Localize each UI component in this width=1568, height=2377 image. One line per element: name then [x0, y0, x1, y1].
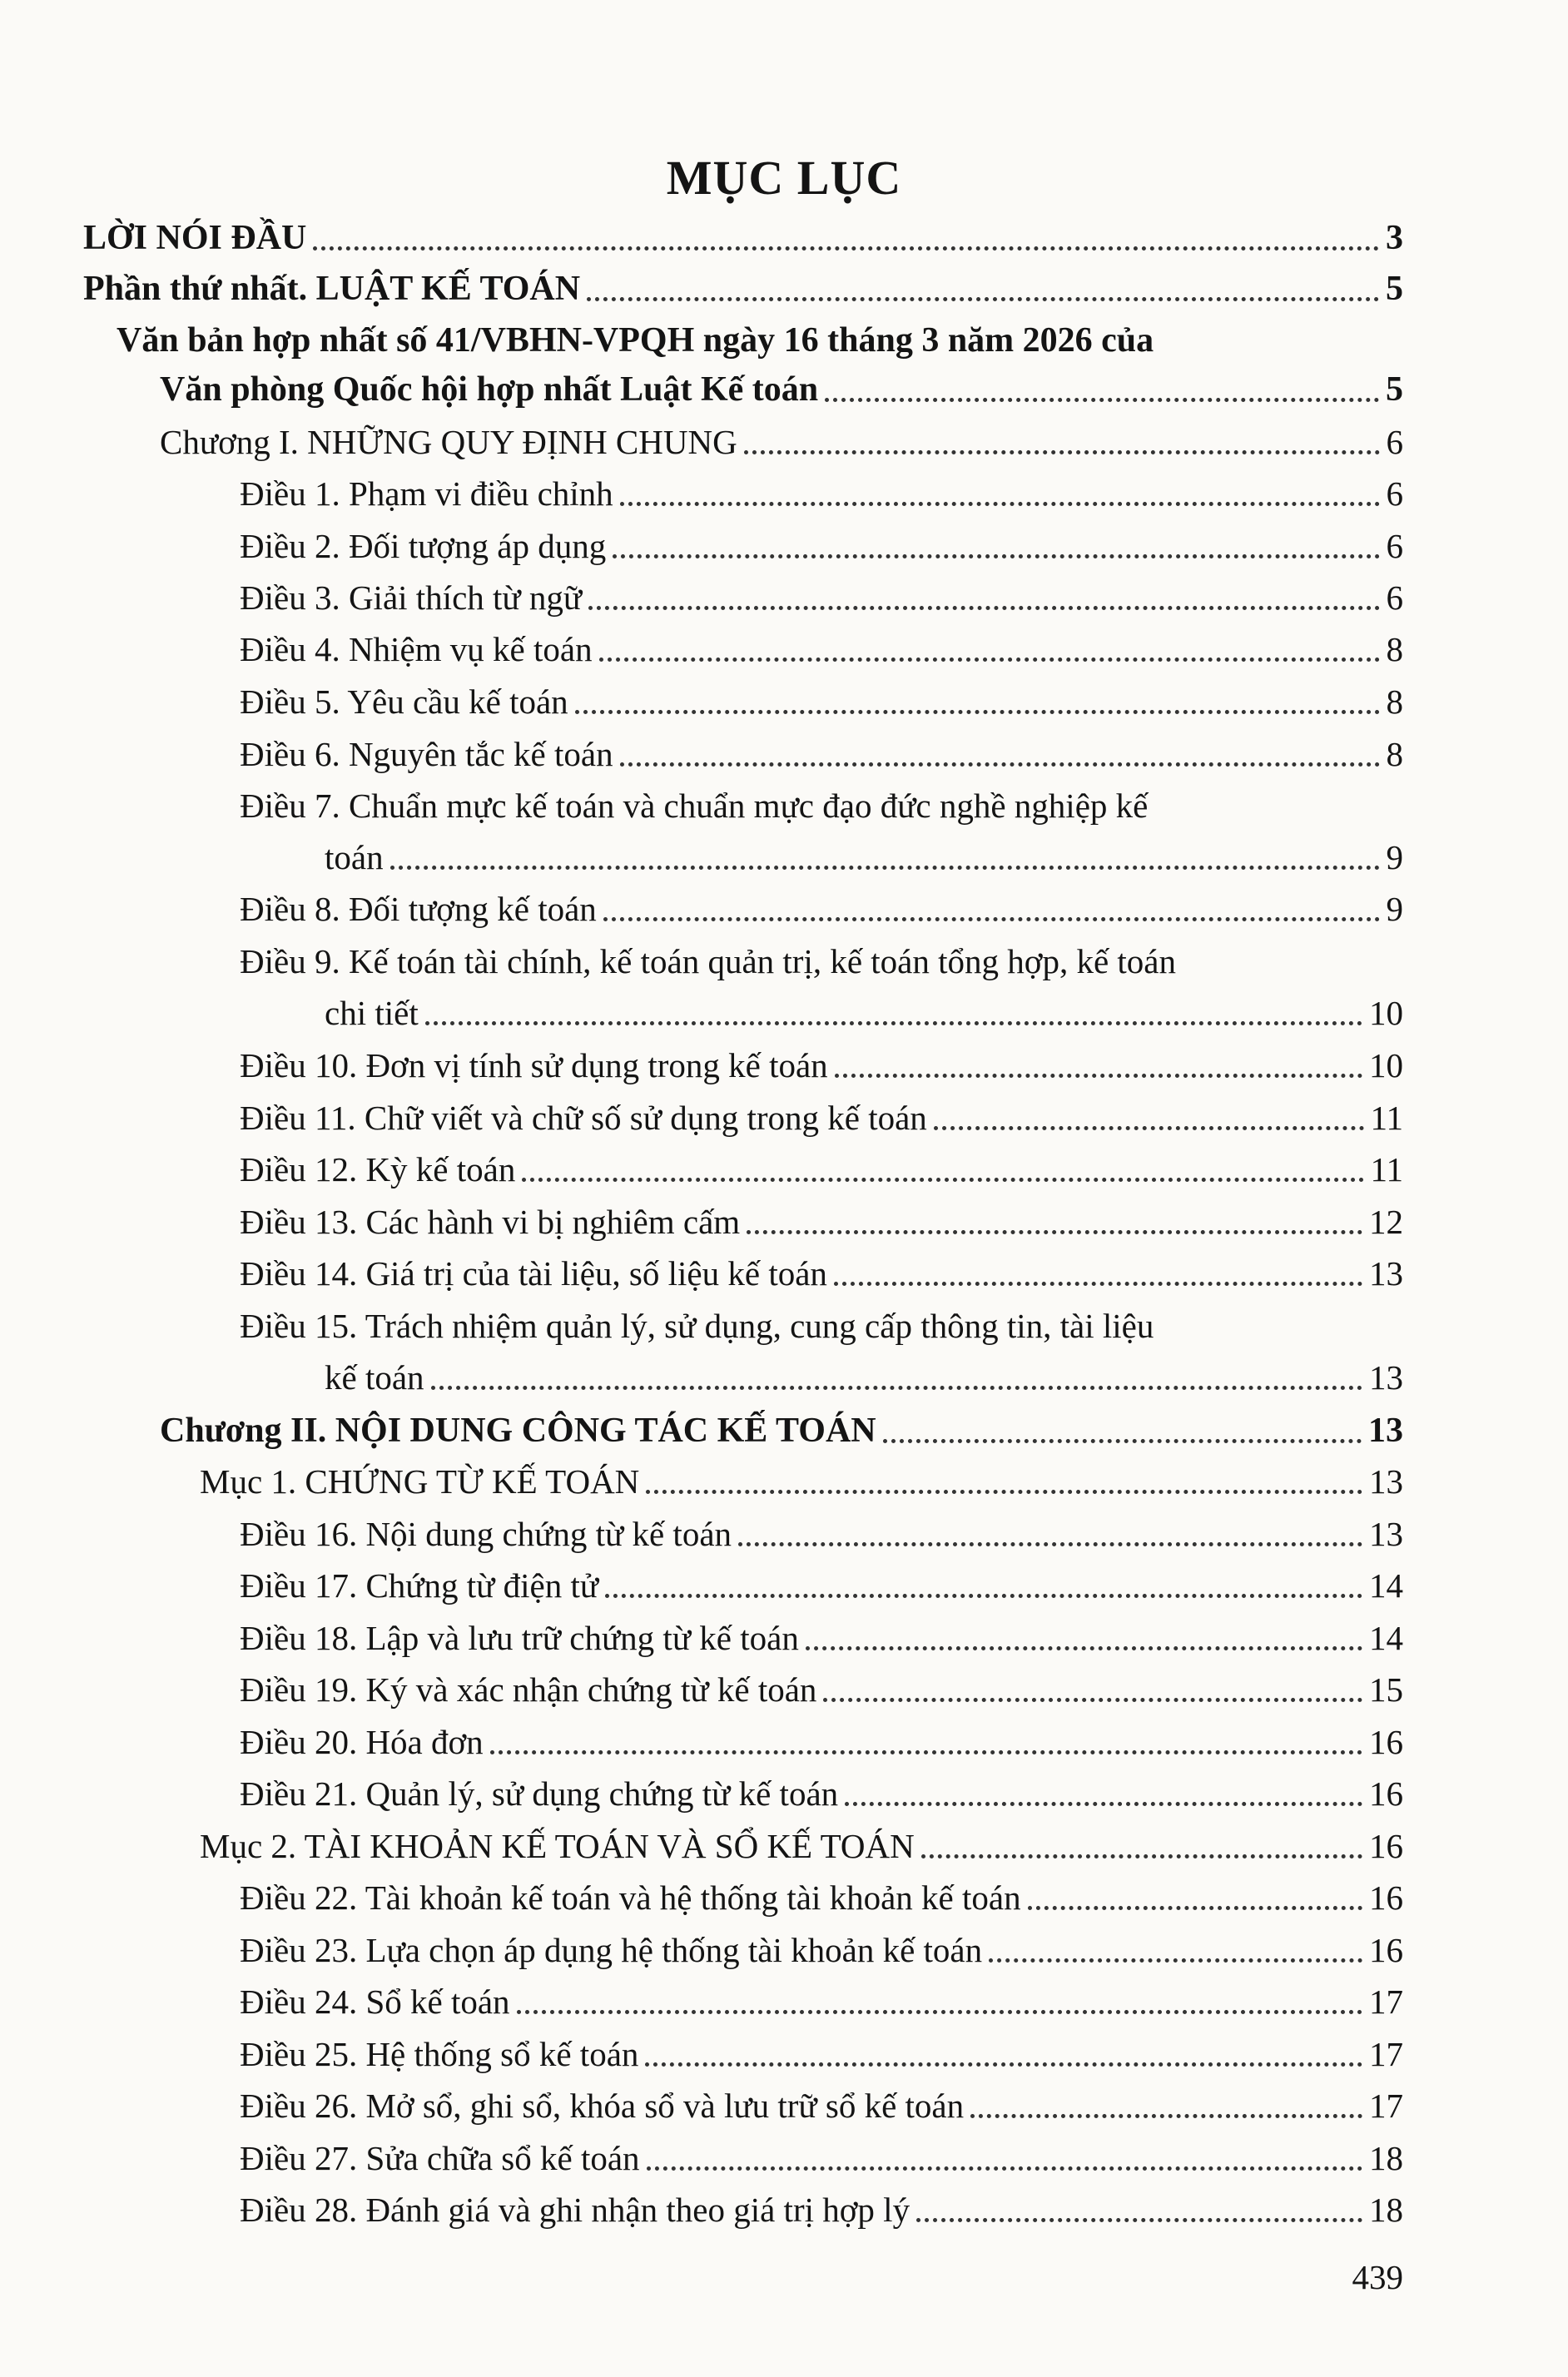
leader-dots — [605, 1594, 1362, 1598]
toc-entry-page: 13 — [1368, 1412, 1403, 1450]
toc-entry-muc-1[interactable] — [200, 1462, 1403, 1501]
toc-entry-label: Điều 25. Hệ thống sổ kế toán — [240, 2035, 639, 2073]
toc-entry-dieu-19[interactable] — [240, 1670, 1403, 1709]
toc-entry-label: Điều 18. Lập và lưu trữ chứng từ kế toán — [240, 1619, 799, 1657]
toc-entry-label: Điều 14. Giá trị của tài liệu, số liệu kế toán — [240, 1254, 827, 1293]
toc-entry-dieu-3[interactable] — [240, 578, 1403, 617]
toc-entry-label: Điều 3. Giải thích từ ngữ — [240, 578, 583, 617]
toc-entry-label: Mục 1. CHỨNG TỪ KẾ TOÁN — [200, 1462, 640, 1501]
toc-entry-page: 14 — [1369, 1566, 1403, 1605]
leader-dots — [989, 1958, 1362, 1963]
toc-entry-label: kế toán — [325, 1358, 424, 1397]
leader-dots — [425, 1021, 1362, 1025]
toc-entry-page: 15 — [1369, 1670, 1403, 1709]
leader-dots — [970, 2114, 1362, 2118]
leader-dots — [738, 1542, 1362, 1546]
toc-entry-dieu-28[interactable] — [240, 2193, 1403, 2227]
toc-entry-page: 13 — [1369, 1358, 1403, 1397]
toc-entry-label: LỜI NÓI ĐẦU — [83, 219, 307, 257]
leader-dots — [883, 1439, 1362, 1443]
toc-entry-page: 16 — [1369, 1931, 1403, 1969]
toc-entry-page: 17 — [1369, 2035, 1403, 2073]
toc-entry-label: Điều 2. Đối tượng áp dụng — [240, 527, 607, 565]
toc-entry-dieu-21[interactable] — [240, 1774, 1403, 1813]
toc-entry-label: Điều 19. Ký và xác nhận chứng từ kế toán — [240, 1670, 817, 1709]
toc-entry-page: 17 — [1369, 1982, 1403, 2021]
toc-entry-label: Điều 6. Nguyên tắc kế toán — [240, 735, 613, 773]
toc-entry-page: 8 — [1386, 682, 1403, 721]
toc-entry-page: 5 — [1386, 270, 1403, 308]
toc-entry-dieu-23[interactable] — [240, 1933, 1403, 1968]
leader-dots — [934, 1126, 1364, 1130]
toc-entry-page: 6 — [1386, 578, 1403, 617]
toc-entry-dieu-20[interactable] — [240, 1725, 1403, 1759]
leader-dots — [613, 554, 1379, 558]
toc-entry-dieu-26[interactable] — [240, 2089, 1403, 2123]
leader-dots — [587, 297, 1379, 301]
leader-dots — [825, 398, 1379, 402]
leader-dots — [647, 2166, 1362, 2171]
toc-entry-label: Điều 23. Lựa chọn áp dụng hệ thống tài khoản kế toán — [240, 1931, 983, 1969]
toc-entry-dieu-1[interactable] — [240, 474, 1403, 513]
toc-entry-page: 8 — [1386, 630, 1403, 668]
toc-entry-label: Điều 8. Đối tượng kế toán — [240, 890, 597, 928]
toc-entry-dieu-15-line1: Điều 15. Trách nhiệm quản lý, sử dụng, cung cấp thông tin, tài liệu — [240, 1307, 1154, 1345]
toc-entry-dieu-6[interactable] — [240, 737, 1403, 772]
toc-entry-dieu-27[interactable] — [240, 2141, 1403, 2176]
leader-dots — [620, 762, 1380, 767]
toc-entry-dieu-22[interactable] — [240, 1878, 1403, 1917]
toc-entry-dieu-9[interactable] — [325, 996, 1403, 1030]
leader-dots — [834, 1282, 1362, 1286]
toc-entry-page: 16 — [1369, 1827, 1403, 1865]
toc-entry-dieu-25[interactable] — [240, 2037, 1403, 2072]
toc-entry-page: 18 — [1369, 2139, 1403, 2177]
toc-entry-page: 6 — [1386, 527, 1403, 565]
toc-entry-page: 16 — [1369, 1723, 1403, 1761]
leader-dots — [313, 246, 1379, 251]
toc-entry-chuong-2[interactable] — [160, 1413, 1403, 1448]
toc-entry-page: 5 — [1386, 370, 1403, 409]
toc-entry-page: 8 — [1386, 735, 1403, 773]
leader-dots — [646, 1490, 1362, 1494]
toc-entry-page: 14 — [1369, 1619, 1403, 1657]
toc-entry-dieu-12[interactable] — [240, 1150, 1403, 1188]
page-number: 439 — [1352, 2258, 1403, 2296]
toc-entry-van-ban-line1: Văn bản hợp nhất số 41/VBHN-VPQH ngày 16 tháng 3 năm 2026 của — [117, 321, 1154, 360]
toc-entry-dieu-11[interactable] — [240, 1101, 1403, 1135]
leader-dots — [835, 1074, 1362, 1078]
leader-dots — [522, 1178, 1363, 1182]
toc-entry-dieu-24[interactable] — [240, 1982, 1403, 2021]
leader-dots — [390, 866, 1380, 870]
leader-dots — [620, 502, 1380, 506]
leader-dots — [431, 1386, 1362, 1390]
toc-entry-page: 16 — [1369, 1774, 1403, 1813]
toc-entry-dieu-7-line1: Điều 7. Chuẩn mực kế toán và chuẩn mực đạo đức nghề nghiệp kế — [240, 787, 1149, 825]
toc-entry-page: 16 — [1369, 1878, 1403, 1917]
leader-dots — [1028, 1906, 1362, 1910]
leader-dots — [744, 450, 1380, 454]
leader-dots — [845, 1802, 1362, 1806]
toc-entry-label: Chương II. NỘI DUNG CÔNG TÁC KẾ TOÁN — [160, 1412, 876, 1450]
toc-entry-chuong-1[interactable] — [160, 425, 1403, 459]
toc-entry-label: Điều 28. Đánh giá và ghi nhận theo giá trị hợp lý — [240, 2191, 911, 2229]
toc-entry-dieu-4[interactable] — [240, 630, 1403, 668]
toc-entry-dieu-2[interactable] — [240, 529, 1403, 563]
toc-entry-page: 9 — [1386, 838, 1403, 876]
leader-dots — [806, 1646, 1362, 1650]
toc-entry-dieu-13[interactable] — [240, 1205, 1403, 1239]
toc-entry-label: Điều 1. Phạm vi điều chỉnh — [240, 474, 613, 513]
toc-entry-label: Điều 20. Hóa đơn — [240, 1723, 484, 1761]
leader-dots — [588, 606, 1379, 610]
toc-entry-phan-thu-nhat[interactable] — [83, 271, 1403, 306]
toc-entry-page: 17 — [1369, 2087, 1403, 2125]
toc-entry-page: 3 — [1386, 219, 1403, 257]
leader-dots — [645, 2062, 1362, 2067]
toc-entry-label: Điều 26. Mở sổ, ghi sổ, khóa sổ và lưu trữ sổ kế toán — [240, 2087, 965, 2125]
leader-dots — [517, 2010, 1362, 2014]
toc-entry-label: Điều 4. Nhiệm vụ kế toán — [240, 630, 593, 668]
toc-entry-label: Điều 24. Sổ kế toán — [240, 1982, 510, 2021]
toc-entry-label: Mục 2. TÀI KHOẢN KẾ TOÁN VÀ SỔ KẾ TOÁN — [200, 1827, 915, 1865]
leader-dots — [823, 1698, 1362, 1702]
toc-entry-label: Chương I. NHỮNG QUY ĐỊNH CHUNG — [160, 423, 737, 461]
toc-entry-dieu-9-line1: Điều 9. Kế toán tài chính, kế toán quản trị, kế toán tổng hợp, kế toán — [240, 942, 1176, 980]
toc-entry-page: 18 — [1369, 2191, 1403, 2229]
toc-entry-label: Điều 27. Sửa chữa sổ kế toán — [240, 2139, 640, 2177]
toc-entry-dieu-15[interactable] — [325, 1358, 1403, 1397]
toc-entry-label: Điều 22. Tài khoản kế toán và hệ thống tài khoản kế toán — [240, 1878, 1021, 1917]
toc-entry-page: 13 — [1369, 1515, 1403, 1553]
toc-entry-label: chi tiết — [325, 994, 419, 1032]
toc-entry-dieu-14[interactable] — [240, 1254, 1403, 1293]
toc-entry-label: Điều 16. Nội dung chứng từ kế toán — [240, 1515, 732, 1553]
toc-entry-page: 10 — [1369, 994, 1403, 1032]
toc-entry-label: Văn phòng Quốc hội hợp nhất Luật Kế toán — [160, 370, 819, 409]
toc-entry-muc-2[interactable] — [200, 1829, 1403, 1863]
toc-entry-label: Điều 11. Chữ viết và chữ số sử dụng trong kế toán — [240, 1099, 927, 1137]
toc-entry-dieu-17[interactable] — [240, 1566, 1403, 1605]
toc-entry-page: 6 — [1386, 474, 1403, 513]
toc-entry-label: Điều 13. Các hành vi bị nghiêm cấm — [240, 1203, 741, 1241]
toc-entry-page: 10 — [1369, 1046, 1403, 1084]
leader-dots — [603, 917, 1380, 921]
toc-entry-dieu-5[interactable] — [240, 682, 1403, 721]
toc-entry-dieu-16[interactable] — [240, 1517, 1403, 1551]
toc-entry-label: Điều 17. Chứng từ điện tử — [240, 1566, 599, 1605]
toc-entry-page: 6 — [1386, 423, 1403, 461]
toc-entry-label: Điều 10. Đơn vị tính sử dụng trong kế toán — [240, 1046, 828, 1084]
toc-entry-label: Điều 12. Kỳ kế toán — [240, 1150, 516, 1188]
toc-entry-page: 11 — [1370, 1150, 1403, 1188]
toc-entry-dieu-18[interactable] — [240, 1621, 1403, 1655]
leader-dots — [921, 1854, 1362, 1858]
toc-entry-label: toán — [325, 838, 384, 876]
toc-entry-loi-noi-dau[interactable] — [83, 221, 1403, 256]
toc-entry-page: 13 — [1369, 1254, 1403, 1293]
toc-entry-label: Điều 5. Yêu cầu kế toán — [240, 682, 568, 721]
toc-entry-label: Phần thứ nhất. LUẬT KẾ TOÁN — [83, 270, 581, 308]
toc-entry-page: 13 — [1369, 1462, 1403, 1501]
leader-dots — [575, 710, 1380, 714]
toc-entry-dieu-10[interactable] — [240, 1046, 1403, 1084]
leader-dots — [490, 1750, 1362, 1754]
toc-entry-page: 12 — [1369, 1203, 1403, 1241]
leader-dots — [747, 1230, 1362, 1234]
toc-entry-van-ban-hop-nhat[interactable] — [160, 372, 1403, 407]
page-title: MỤC LỤC — [666, 151, 902, 205]
leader-dots — [916, 2218, 1362, 2222]
leader-dots — [599, 658, 1380, 662]
toc-entry-label: Điều 21. Quản lý, sử dụng chứng từ kế toán — [240, 1774, 839, 1813]
toc-entry-dieu-8[interactable] — [240, 892, 1403, 926]
toc-entry-page: 11 — [1370, 1099, 1403, 1137]
toc-entry-page: 9 — [1386, 890, 1403, 928]
toc-entry-dieu-7[interactable] — [325, 838, 1403, 876]
